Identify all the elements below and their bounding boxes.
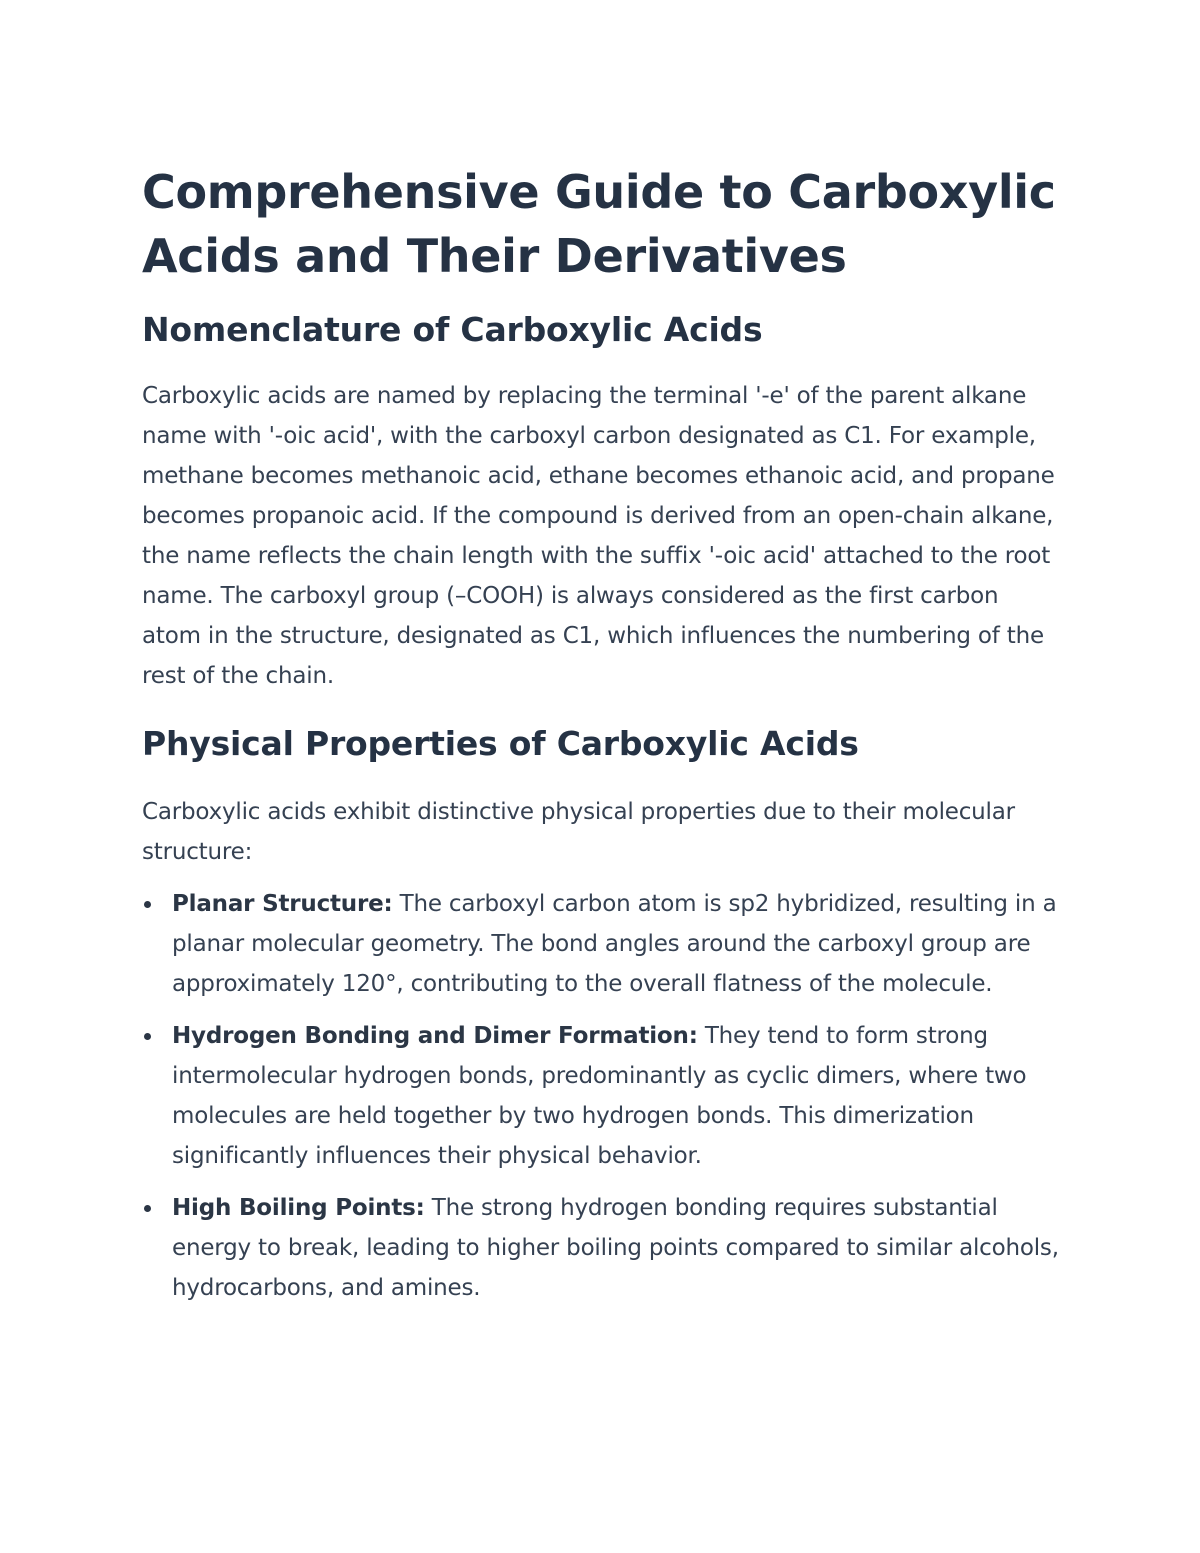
section-heading-physical-properties: Physical Properties of Carboxylic Acids xyxy=(142,724,859,763)
physical-properties-list xyxy=(142,884,1062,1308)
bullet-icon xyxy=(144,1033,151,1040)
list-item-term: Planar Structure: xyxy=(172,891,393,917)
bullet-icon xyxy=(144,1205,151,1212)
list-item-text: The strong hydrogen bonding requires substantial energy to break, leading to higher boiling points compared to similar alcohols, hydrocarbons, and amines. xyxy=(172,1195,1059,1301)
document-page xyxy=(142,160,1062,1320)
nomenclature-paragraph: Carboxylic acids are named by replacing the terminal '-e' of the parent alkane name with '-oic acid', with the carboxyl carbon designated as C1. For example, methane becomes methanoic acid, ethane becomes ethanoic acid, and propane becomes propanoic acid. If the compound is derived from an open-chain alkane, the name reflects the chain length with the suffix '-oic acid' attached to the root name. The carboxyl group (–COOH) is always considered as the first carbon atom in the structure, designated as C1, which influences the numbering of the rest of the chain. xyxy=(142,383,1055,689)
physical-properties-intro: Carboxylic acids exhibit distinctive physical properties due to their molecular structure: xyxy=(142,799,1015,865)
list-item xyxy=(142,884,1062,1004)
list-item xyxy=(142,1016,1062,1176)
list-item-text: The carboxyl carbon atom is sp2 hybridized, resulting in a planar molecular geometry. The bond angles around the carboxyl group are approximately 120°, contributing to the overall flatness of the molecule. xyxy=(172,891,1057,997)
document-title: Comprehensive Guide to Carboxylic Acids and Their Derivatives xyxy=(142,165,1056,283)
bullet-icon xyxy=(144,901,151,908)
section-heading-nomenclature: Nomenclature of Carboxylic Acids xyxy=(142,310,763,349)
list-item-text: They tend to form strong intermolecular hydrogen bonds, predominantly as cyclic dimers, where two molecules are held together by two hydrogen bonds. This dimerization significantly influences their physical behavior. xyxy=(172,1023,1027,1169)
list-item-term: Hydrogen Bonding and Dimer Formation: xyxy=(172,1023,698,1049)
list-item xyxy=(142,1188,1062,1308)
list-item-term: High Boiling Points: xyxy=(172,1195,425,1221)
